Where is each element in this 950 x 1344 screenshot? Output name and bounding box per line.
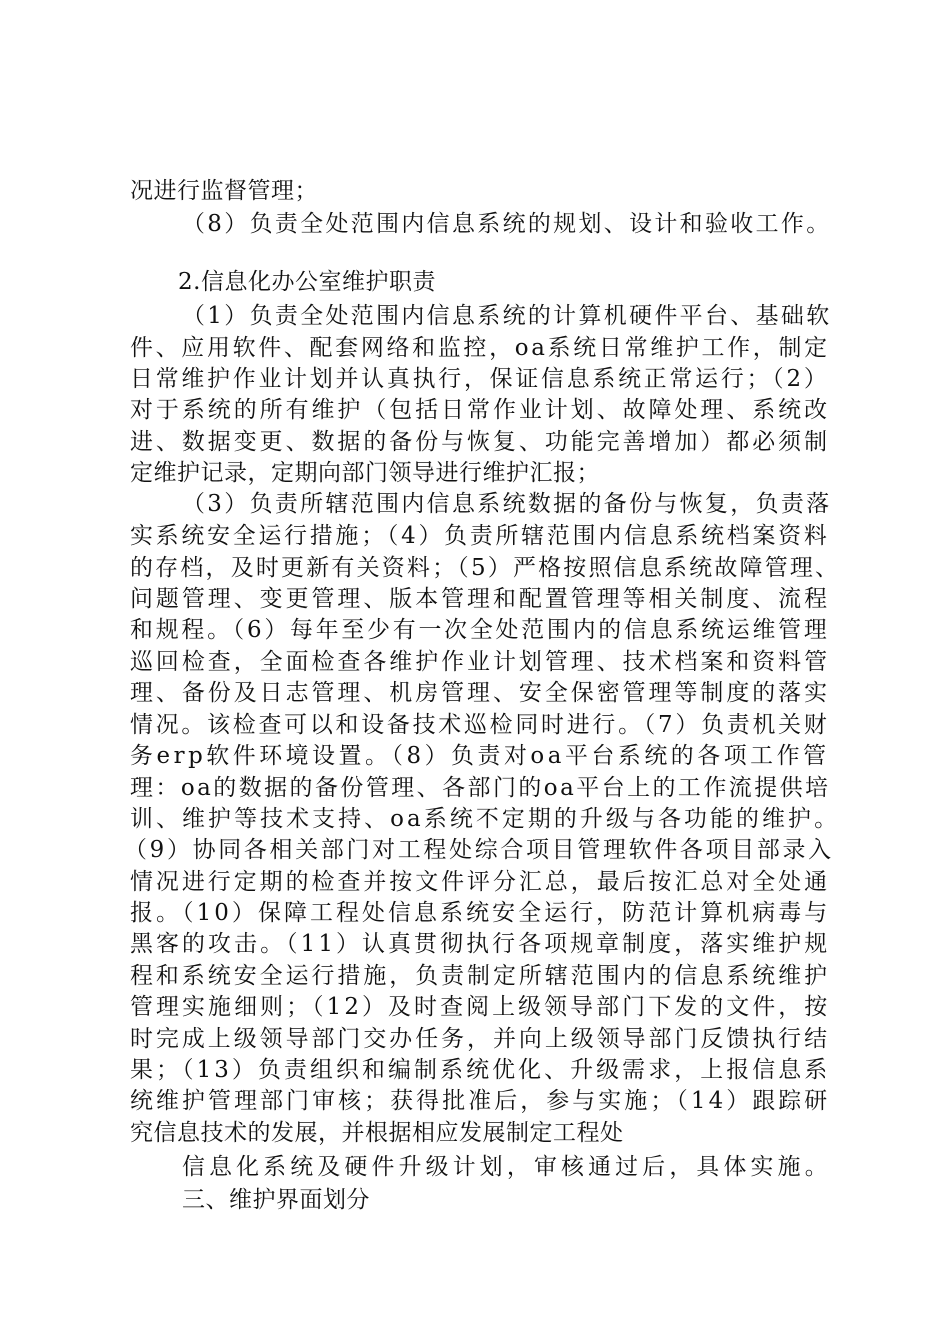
text-line: 统维护管理部门审核；获得批准后，参与实施；（14）跟踪研 — [130, 1088, 831, 1114]
text-line: 日常维护作业计划并认真执行，保证信息系统正常运行；（2） — [130, 366, 830, 392]
text-line: 管理实施细则；（12）及时查阅上级领导部门下发的文件，按 — [130, 994, 831, 1020]
text-line: （8）负责全处范围内信息系统的规划、设计和验收工作。 — [182, 211, 832, 237]
text-line: 实系统安全运行措施；（4）负责所辖范围内信息系统档案资料 — [130, 523, 830, 549]
text-line: （3）负责所辖范围内信息系统数据的备份与恢复，负责落 — [182, 491, 832, 517]
section-heading: 三、维护界面划分 — [182, 1187, 370, 1213]
text-line: 况进行监督管理； — [130, 178, 318, 204]
text-line: 训、维护等技术支持、oa系统不定期的升级与各功能的维护。 — [130, 806, 841, 832]
text-line: 信息化系统及硬件升级计划，审核通过后，具体实施。 — [182, 1154, 832, 1180]
text-line: （9）协同各相关部门对工程处综合项目管理软件各项目部录入 — [124, 837, 834, 863]
text-line: 黑客的攻击。（11）认真贯彻执行各项规章制度，落实维护规 — [130, 931, 831, 957]
section-heading: 2.信息化办公室维护职责 — [178, 269, 436, 295]
text-line: 情况。该检查可以和设备技术巡检同时进行。（7）负责机关财 — [130, 712, 830, 738]
text-line: 情况进行定期的检查并按文件评分汇总，最后按汇总对全处通 — [130, 869, 831, 895]
text-line: 果；（13）负责组织和编制系统优化、升级需求，上报信息系 — [130, 1057, 831, 1083]
text-line: （1）负责全处范围内信息系统的计算机硬件平台、基础软 — [182, 303, 832, 329]
text-line: 定维护记录，定期向部门领导进行维护汇报； — [130, 460, 600, 486]
text-line: 务erp软件环境设置。（8）负责对oa平台系统的各项工作管 — [130, 743, 830, 769]
text-line: 进、数据变更、数据的备份与恢复、功能完善增加）都必须制 — [130, 429, 831, 455]
text-line: 和规程。（6）每年至少有一次全处范围内的信息系统运维管理 — [130, 617, 830, 643]
text-line: 究信息技术的发展，并根据相应发展制定工程处 — [130, 1120, 624, 1146]
text-line: 程和系统安全运行措施，负责制定所辖范围内的信息系统维护 — [130, 963, 831, 989]
text-line: 对于系统的所有维护（包括日常作业计划、故障处理、系统改 — [130, 397, 831, 423]
text-line: 巡回检查，全面检查各维护作业计划管理、技术档案和资料管 — [130, 649, 831, 675]
text-line: 理：oa的数据的备份管理、各部门的oa平台上的工作流提供培 — [130, 775, 831, 801]
text-line: 的存档，及时更新有关资料；（5）严格按照信息系统故障管理、 — [130, 555, 841, 581]
text-line: 报。（10）保障工程处信息系统安全运行，防范计算机病毒与 — [130, 900, 831, 926]
text-line: 件、应用软件、配套网络和监控，oa系统日常维护工作，制定 — [130, 335, 830, 361]
text-line: 时完成上级领导部门交办任务，并向上级领导部门反馈执行结 — [130, 1026, 831, 1052]
text-line: 问题管理、变更管理、版本管理和配置管理等相关制度、流程 — [130, 586, 831, 612]
text-line: 理、备份及日志管理、机房管理、安全保密管理等制度的落实 — [130, 680, 831, 706]
